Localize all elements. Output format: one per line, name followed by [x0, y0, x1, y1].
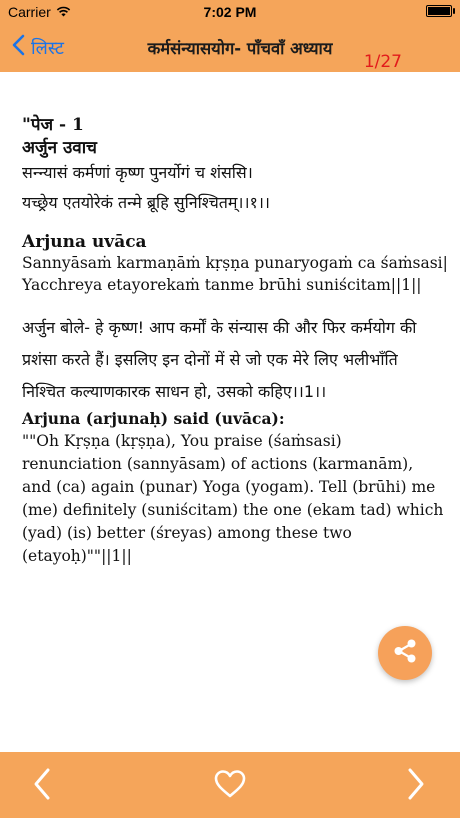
heart-icon: [213, 769, 247, 803]
speaker-transliteration: Arjuna uvāca: [22, 232, 147, 252]
verse-line-1: सन्न्यासं कर्मणां कृष्ण पुनर्योगं च शंससि।: [22, 163, 253, 182]
back-button-label: लिस्ट: [31, 37, 64, 59]
sanskrit-verse: [22, 158, 446, 218]
battery-icon: [426, 5, 452, 17]
transliterated-verse: [22, 252, 446, 296]
page-label: "पेज - 1: [22, 115, 84, 135]
verse-content: [22, 112, 446, 568]
status-bar: [0, 0, 460, 24]
carrier-label: Carrier: [8, 4, 51, 20]
share-icon: [392, 638, 418, 668]
speaker-hindi: अर्जुन उवाच: [22, 138, 97, 158]
chevron-left-icon: [12, 34, 31, 61]
share-button[interactable]: [378, 626, 432, 680]
next-button[interactable]: [396, 766, 436, 806]
bottom-toolbar: [0, 752, 460, 818]
translit-line-1: Sannyāsaṁ karmaṇāṁ kṛṣṇa punaryogaṁ ca śaṁsasi|: [22, 254, 448, 272]
translit-line-2: Yacchreya etayorekaṁ tanme brūhi suniścitam||1||: [22, 276, 422, 294]
page-title: कर्मसंन्यासयोग- पाँचवाँ अध्याय: [147, 39, 333, 58]
verse-line-2: यच्छ्रेय एतयोरेकं तन्मे ब्रूहि सुनिश्चितम्।।१।।: [22, 193, 270, 212]
previous-button[interactable]: [22, 766, 62, 806]
back-button[interactable]: [12, 34, 64, 61]
hindi-meaning: अर्जुन बोले- हे कृष्ण! आप कर्मों के संन्यास की और फिर कर्मयोग की प्रशंसा करते हैं। इसलिए इन दोनों में से जो एक मेरे लिए भलीभाँति निश्चित कल्याणकारक साधन हो, उसको कहिए।।1।।: [22, 318, 417, 401]
battery-level: [428, 7, 450, 15]
page-counter: 1/27: [363, 52, 402, 72]
favorite-button[interactable]: [210, 766, 250, 806]
english-meaning: ""Oh Kṛṣṇa (kṛṣṇa), You praise (śaṁsasi) renunciation (sannyāsam) of actions (karmanām), and (ca) again (punar) Yoga (yogam). Tell (brūhi) me (me) definitely (suniścitam) the one (ekam tad) which (yad) (is) better (śreyas) among these two (etayoḥ)""||1||: [22, 432, 444, 565]
english-meaning-title: Arjuna (arjunaḥ) said (uvāca):: [22, 409, 285, 428]
chevron-left-icon: [32, 767, 52, 805]
chevron-right-icon: [406, 767, 426, 805]
clock: 7:02 PM: [203, 4, 257, 20]
navigation-bar: [0, 24, 460, 72]
battery-group: [426, 5, 452, 17]
